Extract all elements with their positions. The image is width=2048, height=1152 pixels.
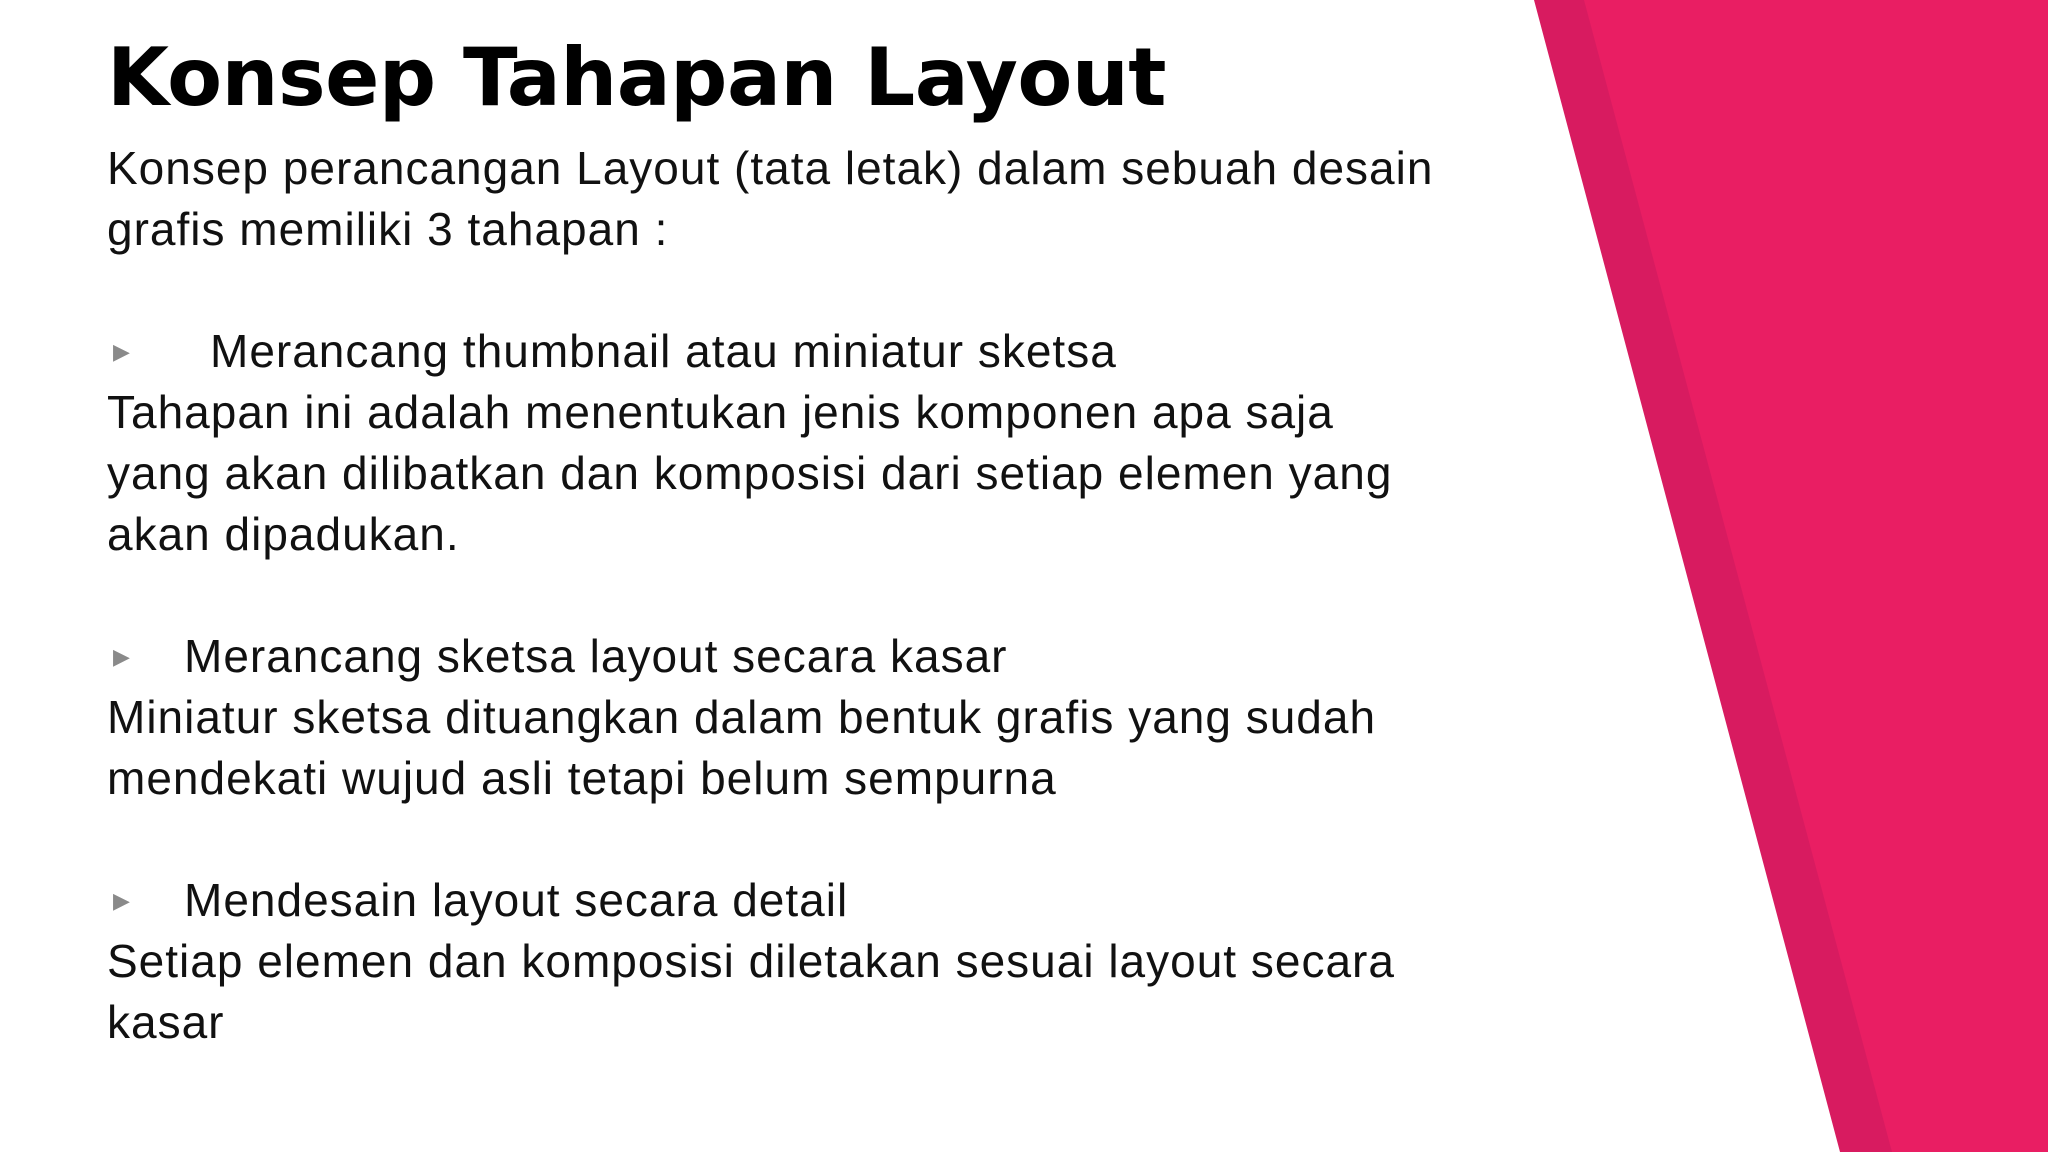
triangle-right-icon: ▶ [113, 339, 131, 364]
spacer [107, 809, 1567, 870]
step-description-line: mendekati wujud asli tetapi belum sempurna [107, 752, 1057, 804]
step-heading [107, 870, 1567, 931]
slide-body [107, 138, 1567, 1053]
step-heading [107, 321, 1567, 382]
step-description-line: yang akan dilibatkan dan komposisi dari setiap elemen yang [107, 447, 1393, 499]
triangle-right-icon: ▶ [113, 888, 131, 913]
step-description-line: Tahapan ini adalah menentukan jenis komponen apa saja [107, 386, 1334, 438]
intro-line: grafis memiliki 3 tahapan : [107, 203, 669, 255]
intro-line: Konsep perancangan Layout (tata letak) dalam sebuah desain [107, 142, 1434, 194]
step-heading-text: Merancang sketsa layout secara kasar [184, 630, 1008, 682]
step-description-line: kasar [107, 996, 225, 1048]
step-description-line: Miniatur sketsa dituangkan dalam bentuk grafis yang sudah [107, 691, 1377, 743]
spacer [107, 565, 1567, 626]
step-description-line: Setiap elemen dan komposisi diletakan sesuai layout secara [107, 935, 1395, 987]
step-heading-text: Mendesain layout secara detail [184, 874, 849, 926]
step-heading-text: Merancang thumbnail atau miniatur sketsa [210, 325, 1117, 377]
slide-title: Konsep Tahapan Layout [107, 31, 1167, 124]
step-heading [107, 626, 1567, 687]
spacer [107, 260, 1567, 321]
triangle-right-icon: ▶ [113, 644, 131, 669]
step-description-line: akan dipadukan. [107, 508, 460, 560]
